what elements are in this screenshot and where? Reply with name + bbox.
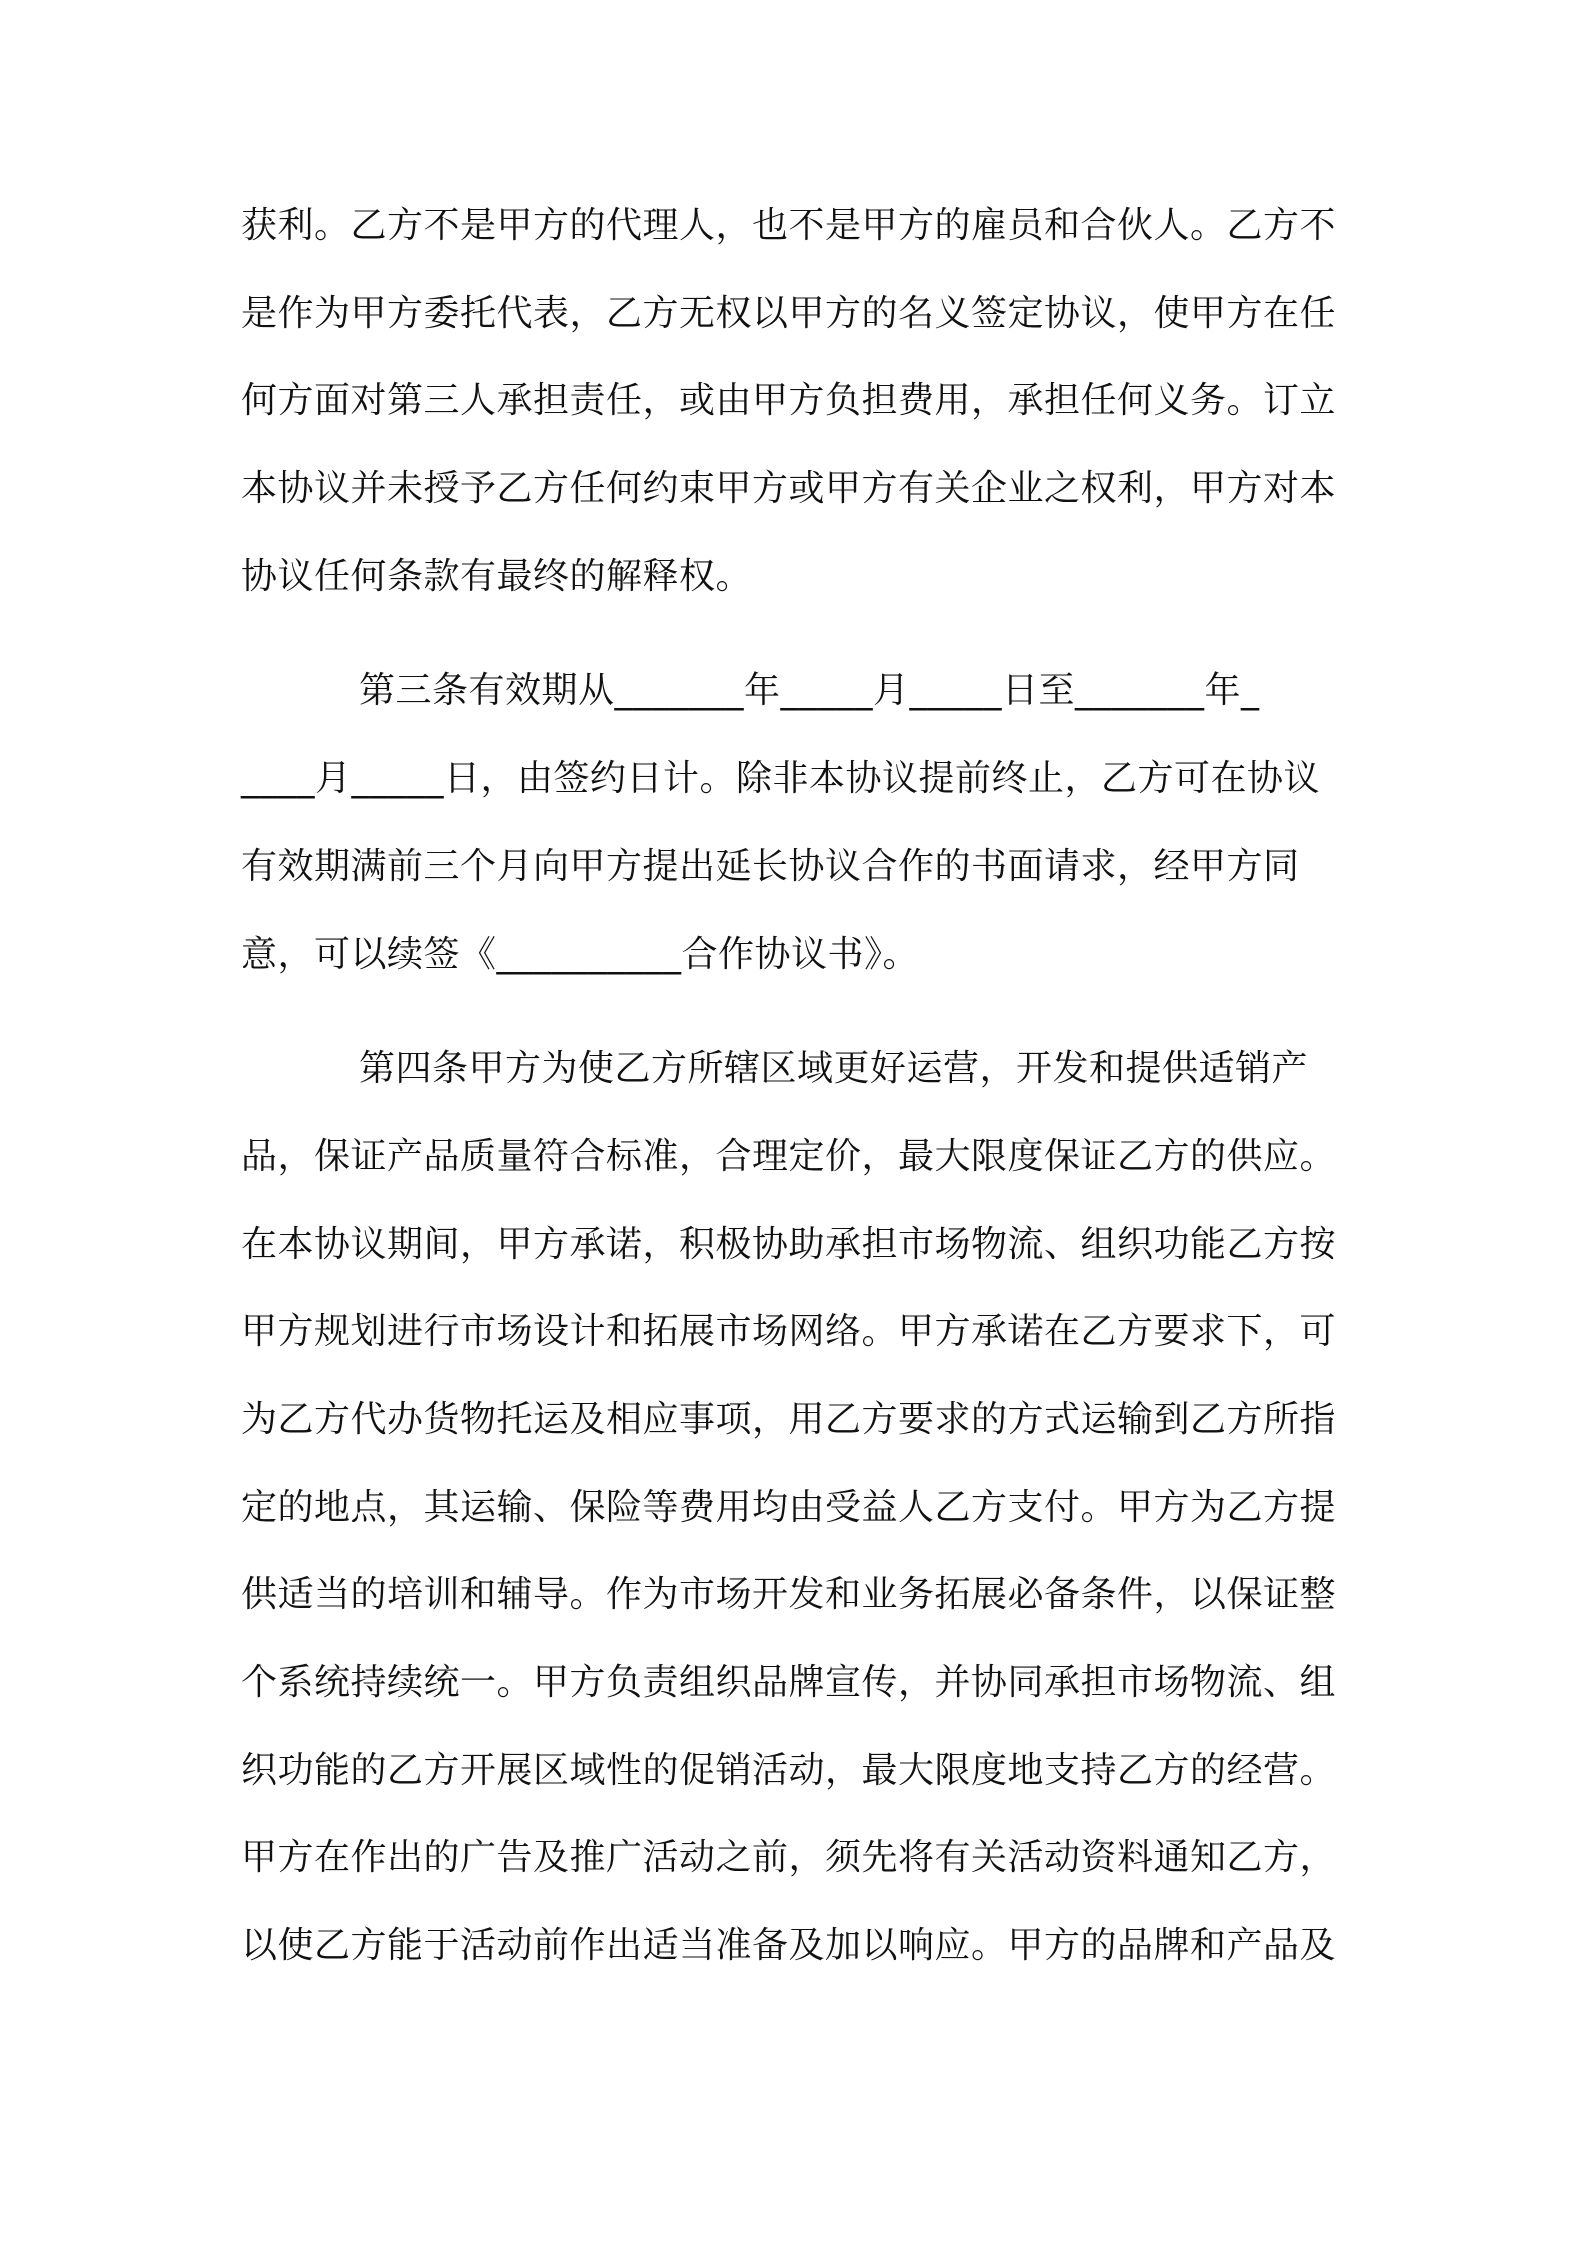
text-line: 在本协议期间，甲方承诺，积极协助承担市场物流、组织功能乙方按 <box>241 1223 1337 1265</box>
text-line: 协议任何条款有最终的解释权。 <box>241 555 753 597</box>
text-line: 织功能的乙方开展区域性的促销活动，最大限度地支持乙方的经营。 <box>241 1749 1337 1791</box>
text-line: 何方面对第三人承担责任，或由甲方负担费用，承担任何义务。订立 <box>241 380 1337 422</box>
paragraph-spacer <box>241 634 1356 661</box>
text-line: 意，可以续签《__________合作协议书》。 <box>241 933 920 975</box>
paragraph-spacer <box>241 1012 1356 1039</box>
text-line: 本协议并未授予乙方任何约束甲方或甲方有关企业之权利，甲方对本 <box>241 468 1337 510</box>
text-line: 第四条甲方为使乙方所辖区域更好运营，开发和提供适销产 <box>359 1048 1309 1090</box>
document-body <box>241 196 1356 2004</box>
text-line: 甲方规划进行市场设计和拓展市场网络。甲方承诺在乙方要求下，可 <box>241 1311 1337 1353</box>
text-line: ____月_____日，由签约日计。除非本协议提前终止，乙方可在协议 <box>241 758 1321 800</box>
text-line: 为乙方代办货物托运及相应事项，用乙方要求的方式运输到乙方所指 <box>241 1398 1337 1440</box>
text-line: 甲方在作出的广告及推广活动之前，须先将有关活动资料通知乙方， <box>241 1837 1337 1879</box>
text-line: 是作为甲方委托代表，乙方无权以甲方的名义签定协议，使甲方在任 <box>241 292 1337 334</box>
text-line: 个系统持续统一。甲方负责组织品牌宣传，并协同承担市场物流、组 <box>241 1662 1337 1703</box>
text-line: 以使乙方能于活动前作出适当准备及加以响应。甲方的品牌和产品及 <box>241 1925 1337 1967</box>
article-four-paragraph <box>241 1039 1356 1976</box>
article-three-paragraph <box>241 661 1356 984</box>
paragraph-continuation <box>241 196 1356 607</box>
text-line: 获利。乙方不是甲方的代理人，也不是甲方的雇员和合伙人。乙方不 <box>241 205 1337 246</box>
text-line: 品，保证产品质量符合标准，合理定价，最大限度保证乙方的供应。 <box>241 1135 1337 1177</box>
text-line: 定的地点，其运输、保险等费用均由受益人乙方支付。甲方为乙方提 <box>241 1486 1337 1528</box>
text-line: 有效期满前三个月向甲方提出延长协议合作的书面请求，经甲方同 <box>241 845 1300 887</box>
text-line: 第三条有效期从_______年_____月_____日至_______年_ <box>359 670 1260 712</box>
text-line: 供适当的培训和辅导。作为市场开发和业务拓展必备条件，以保证整 <box>241 1574 1337 1616</box>
